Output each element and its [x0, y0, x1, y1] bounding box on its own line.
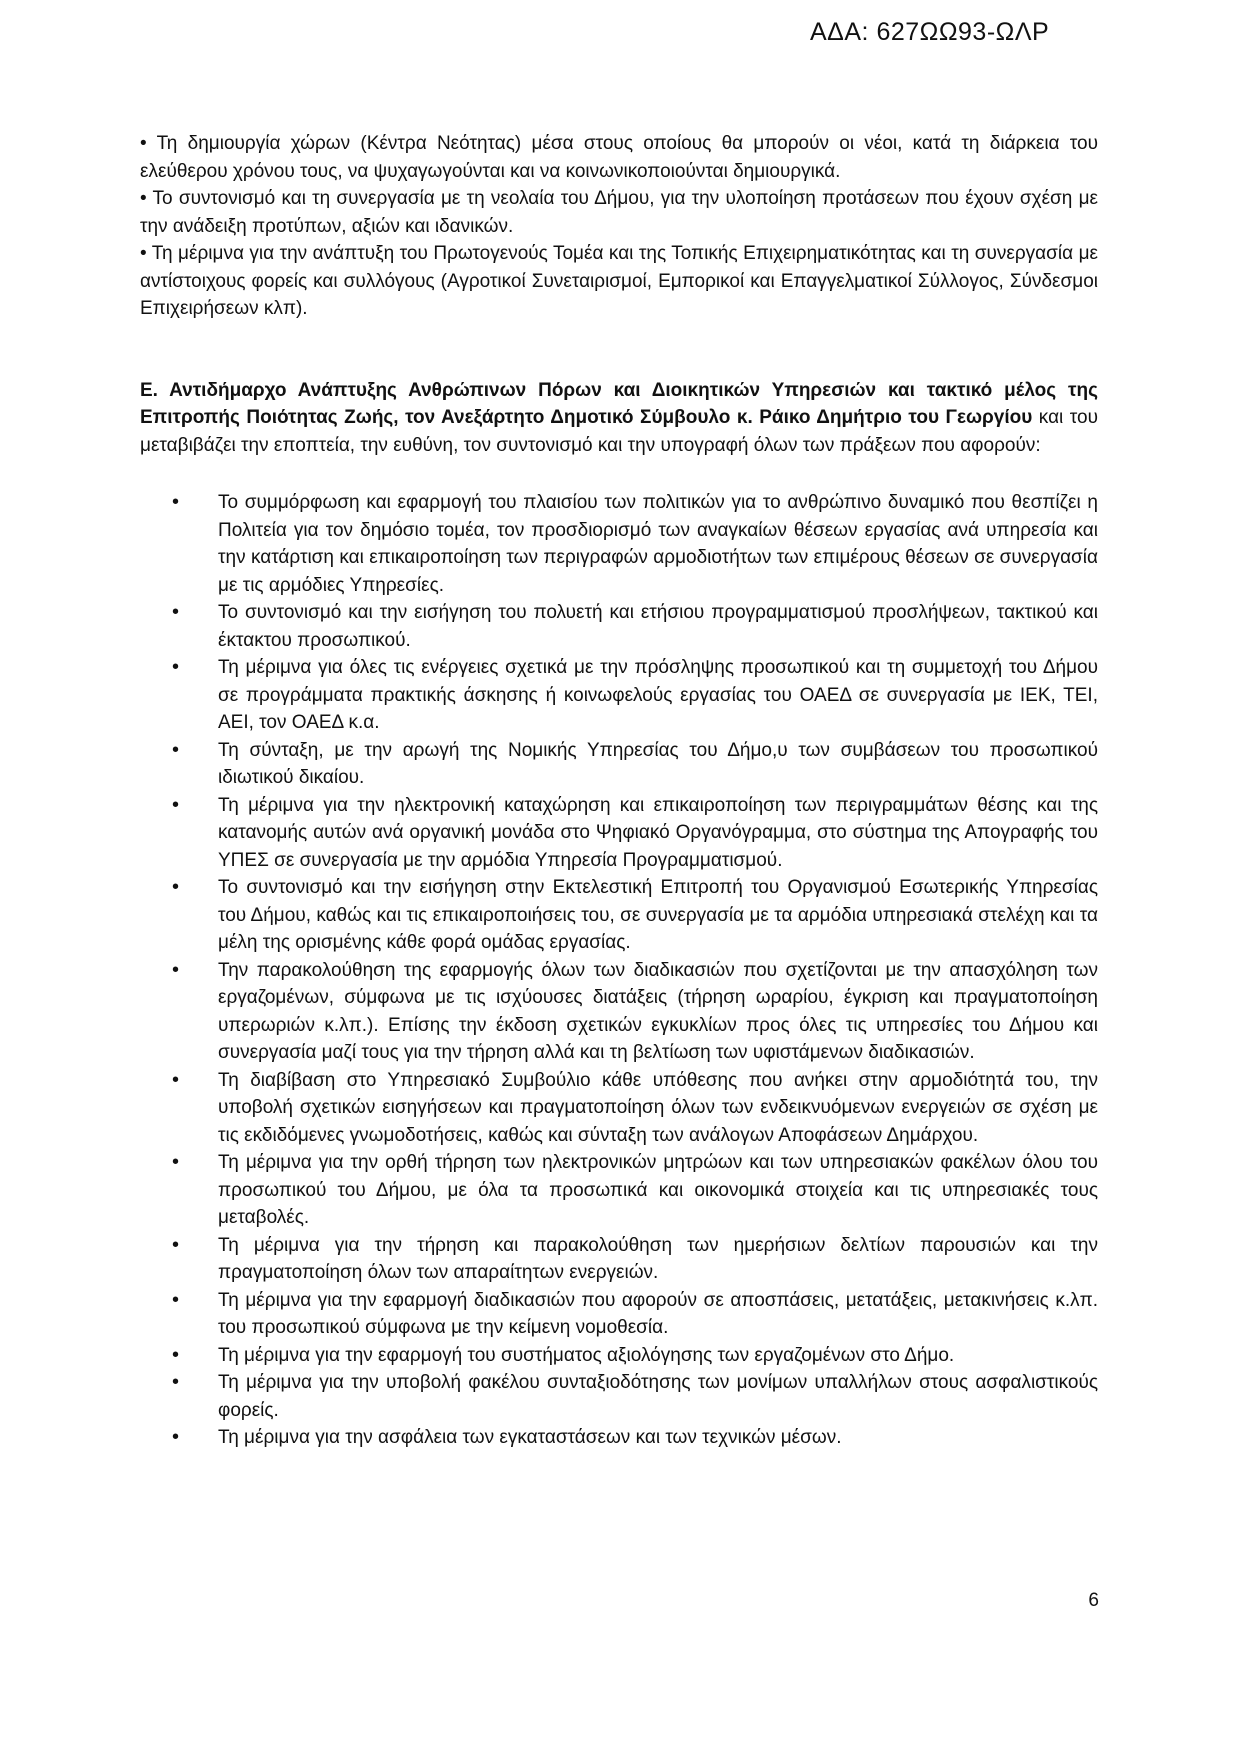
section-heading	[140, 377, 1098, 460]
list-item: • Τη μέριμνα για την εφαρμογή διαδικασιών που αφορούν σε αποσπάσεις, μετατάξεις, μετακινήσεις κ.λπ. του προσωπικού σύμφωνα με την κείμενη νομοθεσία.	[172, 1288, 1098, 1338]
intro-paragraph-2: • Το συντονισμό και τη συνεργασία με τη νεολαία του Δήμου, για την υλοποίηση προτάσεων που έχουν σχέση με την ανάδειξη προτύπων, αξιών και ιδανικών.	[140, 188, 1098, 237]
bullet-icon: •	[172, 958, 180, 981]
list-item: • Το συντονισμό και την εισήγηση του πολυετή και ετήσιου προγραμματισμού προσλήψεων, τακτικού και έκτακτου προσωπικού.	[172, 601, 1098, 651]
bullet-icon: •	[172, 876, 180, 898]
list-item: • Τη σύνταξη, με την αρωγή της Νομικής Υπηρεσίας του Δήμο,υ των συμβάσεων του προσωπικού ιδιωτικού δικαίου.	[172, 738, 1098, 788]
intro-paragraph-1: • Τη δημιουργία χώρων (Κέντρα Νεότητας) μέσα στους οποίους θα μπορούν οι νέοι, κατά τη διάρκεια του ελεύθερου χρόνου τους, να ψυχαγωγούνται και να κοινωνικοποιούνται δημιουργικά.	[140, 133, 1098, 182]
section-heading-bold: Ε. Αντιδήμαρχο Ανάπτυξης Ανθρώπινων Πόρων και Διοικητικών Υπηρεσιών και τακτικό μέλος της Επιτροπής Ποιότητας Ζωής, τον Ανεξάρτητο Δημοτικό Σύμβουλο κ. Ράικο Δημήτριο του Γεωργίου	[140, 379, 1098, 428]
list-item: • Τη μέριμνα για όλες τις ενέργειες σχετικά με την πρόσληψης προσωπικού και τη συμμετοχή του Δήμου σε προγράμματα πρακτικής άσκησης ή κοινωφελούς εργασίας του ΟΑΕΔ σε συνεργασία με ΙΕΚ, ΤΕΙ, ΑΕΙ, τον ΟΑΕΔ κ.α.	[172, 656, 1098, 733]
bullet-icon: •	[172, 1288, 180, 1311]
list-item: • Τη διαβίβαση στο Υπηρεσιακό Συμβούλιο κάθε υπόθεσης που ανήκει στην αρμοδιότητά του, την υποβολή σχετικών εισηγήσεων και πραγματοποίηση όλων των ενδεικνυόμενων ενεργειών σε σχέση με τις εκδιδόμενες γνωμοδοτήσεις, καθώς και σύνταξη των ανάλογων Αποφάσεων Δημάρχου.	[172, 1068, 1098, 1146]
list-item: • Τη μέριμνα για την υποβολή φακέλου συνταξιοδότησης των μονίμων υπαλλήλων στους ασφαλιστικούς φορείς.	[172, 1371, 1098, 1421]
responsibility-list	[140, 489, 1098, 1452]
bullet-icon: •	[172, 1151, 180, 1173]
list-item: • Τη μέριμνα για την ηλεκτρονική καταχώρηση και επικαιροποίηση των περιγραμμάτων θέσης και της κατανομής αυτών ανά οργανική μονάδα στο Ψηφιακό Οργανόγραμμα, στο σύστημα της Απογραφής του ΥΠΕΣ σε συνεργασία με την αρμόδια Υπηρεσία Προγραμματισμού.	[172, 793, 1098, 871]
bullet-icon: •	[172, 1371, 180, 1393]
list-item: • Τη μέριμνα για την ορθή τήρηση των ηλεκτρονικών μητρώων και των υπηρεσιακών φακέλων όλου του προσωπικού του Δήμου, με όλα τα προσωπικά και οικονομικά στοιχεία και τις υπηρεσιακές τους μεταβολές.	[172, 1151, 1098, 1228]
list-item: • Τη μέριμνα για την εφαρμογή του συστήματος αξιολόγησης των εργαζομένων στο Δήμο.	[218, 1342, 1098, 1370]
page-number: 6	[1088, 1590, 1099, 1611]
bullet-icon: •	[172, 656, 180, 678]
bullet-icon: •	[172, 1343, 180, 1366]
list-item: • Τη μέριμνα για την τήρηση και παρακολούθηση των ημερήσιων δελτίων παρουσιών και την πραγματοποίηση όλων των απαραίτητων ενεργειών.	[172, 1233, 1098, 1283]
bullet-icon: •	[172, 491, 180, 513]
intro-paragraph-3: • Τη μέριμνα για την ανάπτυξη του Πρωτογενούς Τομέα και της Τοπικής Επιχειρηματικότητας και τη συνεργασία με αντίστοιχους φορείς και συλλόγους (Αγροτικοί Συνεταιρισμοί, Εμπορικοί και Επαγγελματικοί Σύλλογος, Σύνδεσμοι Επιχειρήσεων κλπ).	[140, 243, 1098, 319]
bullet-icon: •	[172, 738, 180, 761]
list-item: • Την παρακολούθηση της εφαρμογής όλων των διαδικασιών που σχετίζονται με την απασχόληση των εργαζομένων, σύμφωνα με τις ισχύουσες διατάξεις (τήρηση ωραρίου, έγκριση και πραγματοποίηση υπερωριών κ.λπ.). Επίσης την έκδοση σχετικών εγκυκλίων προς όλες τις υπηρεσίες του Δήμου και συνεργασία μαζί τους για την τήρηση αλλά και τη βελτίωση των υφιστάμενων διαδικασιών.	[172, 958, 1098, 1063]
section-heading-rest: και του μεταβιβάζει την εποπτεία, την ευθύνη, τον συντονισμό και την υπογραφή όλων των πράξεων που αφορούν:	[140, 407, 1098, 456]
document-body	[140, 130, 1098, 1452]
bullet-icon: •	[172, 1068, 180, 1091]
bullet-icon: •	[172, 793, 180, 816]
list-item: • Τη μέριμνα για την ασφάλεια των εγκαταστάσεων και των τεχνικών μέσων.	[218, 1424, 1098, 1452]
bullet-icon: •	[172, 1426, 180, 1448]
bullet-icon: •	[172, 1233, 180, 1256]
bullet-icon: •	[172, 601, 180, 623]
list-item: • Το συντονισμό και την εισήγηση στην Εκτελεστική Επιτροπή του Οργανισμού Εσωτερικής Υπηρεσίας του Δήμου, καθώς και τις επικαιροποιήσεις του, σε συνεργασία με τα αρμόδια υπηρεσιακά στελέχη και τα μέλη της ορισμένης κάθε φορά ομάδας εργασίας.	[172, 876, 1098, 953]
ada-code: ΑΔΑ: 627ΩΩ93-ΩΛΡ	[810, 18, 1050, 46]
list-item: • Το συμμόρφωση και εφαρμογή του πλαισίου των πολιτικών για το ανθρώπινο δυναμικό που θεσπίζει η Πολιτεία για τον δημόσιο τομέα, τον προσδιορισμό των αναγκαίων θέσεων εργασίας ανά υπηρεσία και την κατάρτιση και επικαιροποίηση των περιγραφών αρμοδιοτήτων των επιμέρους θέσεων σε συνεργασία με τις αρμόδιες Υπηρεσίες.	[172, 491, 1098, 596]
